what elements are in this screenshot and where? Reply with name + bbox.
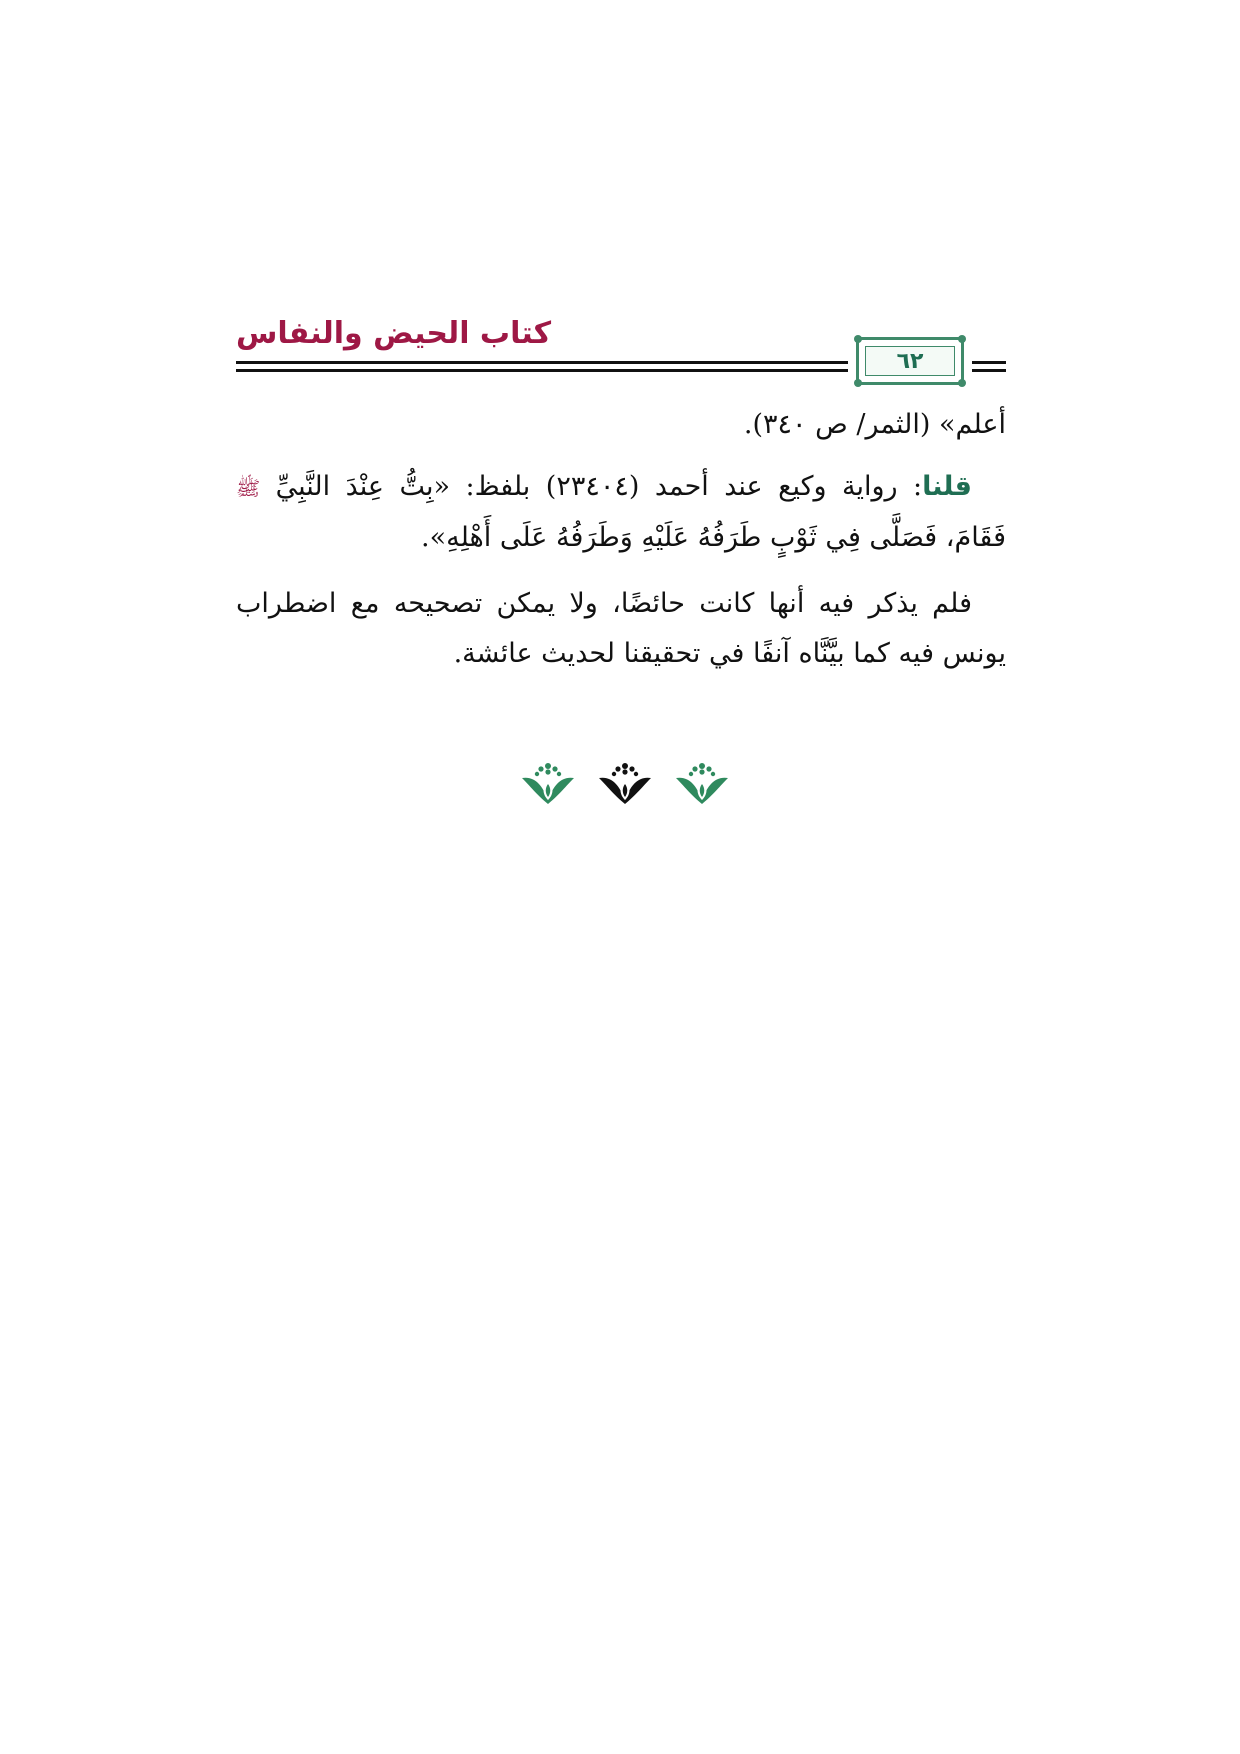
page-header (236, 316, 1006, 388)
header-rule-bottom (236, 369, 848, 372)
floral-ornament-icon (520, 760, 576, 806)
page-number-frame (856, 337, 964, 385)
commentary-text-b: فَقَامَ، فَصَلَّى فِي ثَوْبٍ طَرَفُهُ عَلَيْهِ وَطَرَفُهُ عَلَى أَهْلِهِ». (421, 522, 1006, 553)
frame-corner-icon (958, 335, 966, 343)
page-number-frame-inner (865, 346, 955, 376)
page-body (236, 400, 1006, 679)
book-title: كتاب الحيض والنفاس (236, 316, 552, 351)
paragraph-commentary (236, 462, 1006, 563)
paragraph-continuation: أعلم» (الثمر/ ص ٣٤٠). (743, 409, 1006, 440)
frame-corner-icon (854, 335, 862, 343)
header-rule-right-bottom (972, 369, 1006, 372)
paragraph-conclusion: فلم يذكر فيه أنها كانت حائضًا، ولا يمكن تصحيحه مع اضطراب يونس فيه كما بيَّنَّاه آنفًا في تحقيقنا لحديث عائشة. (236, 588, 1006, 669)
page-number: ٦٢ (896, 348, 924, 374)
floral-ornament-icon (597, 760, 653, 806)
section-divider (520, 760, 730, 810)
commentary-label: قلنا (922, 471, 972, 502)
header-rule-top (236, 361, 848, 364)
frame-corner-icon (854, 379, 862, 387)
frame-corner-icon (958, 379, 966, 387)
header-rule-right-top (972, 361, 1006, 364)
floral-ornament-icon (674, 760, 730, 806)
honorific-glyph: ﷺ (236, 476, 261, 500)
commentary-text-a: : رواية وكيع عند أحمد (٢٣٤٠٤) بلفظ: «بِتُّ عِنْدَ النَّبِيِّ (275, 471, 923, 502)
